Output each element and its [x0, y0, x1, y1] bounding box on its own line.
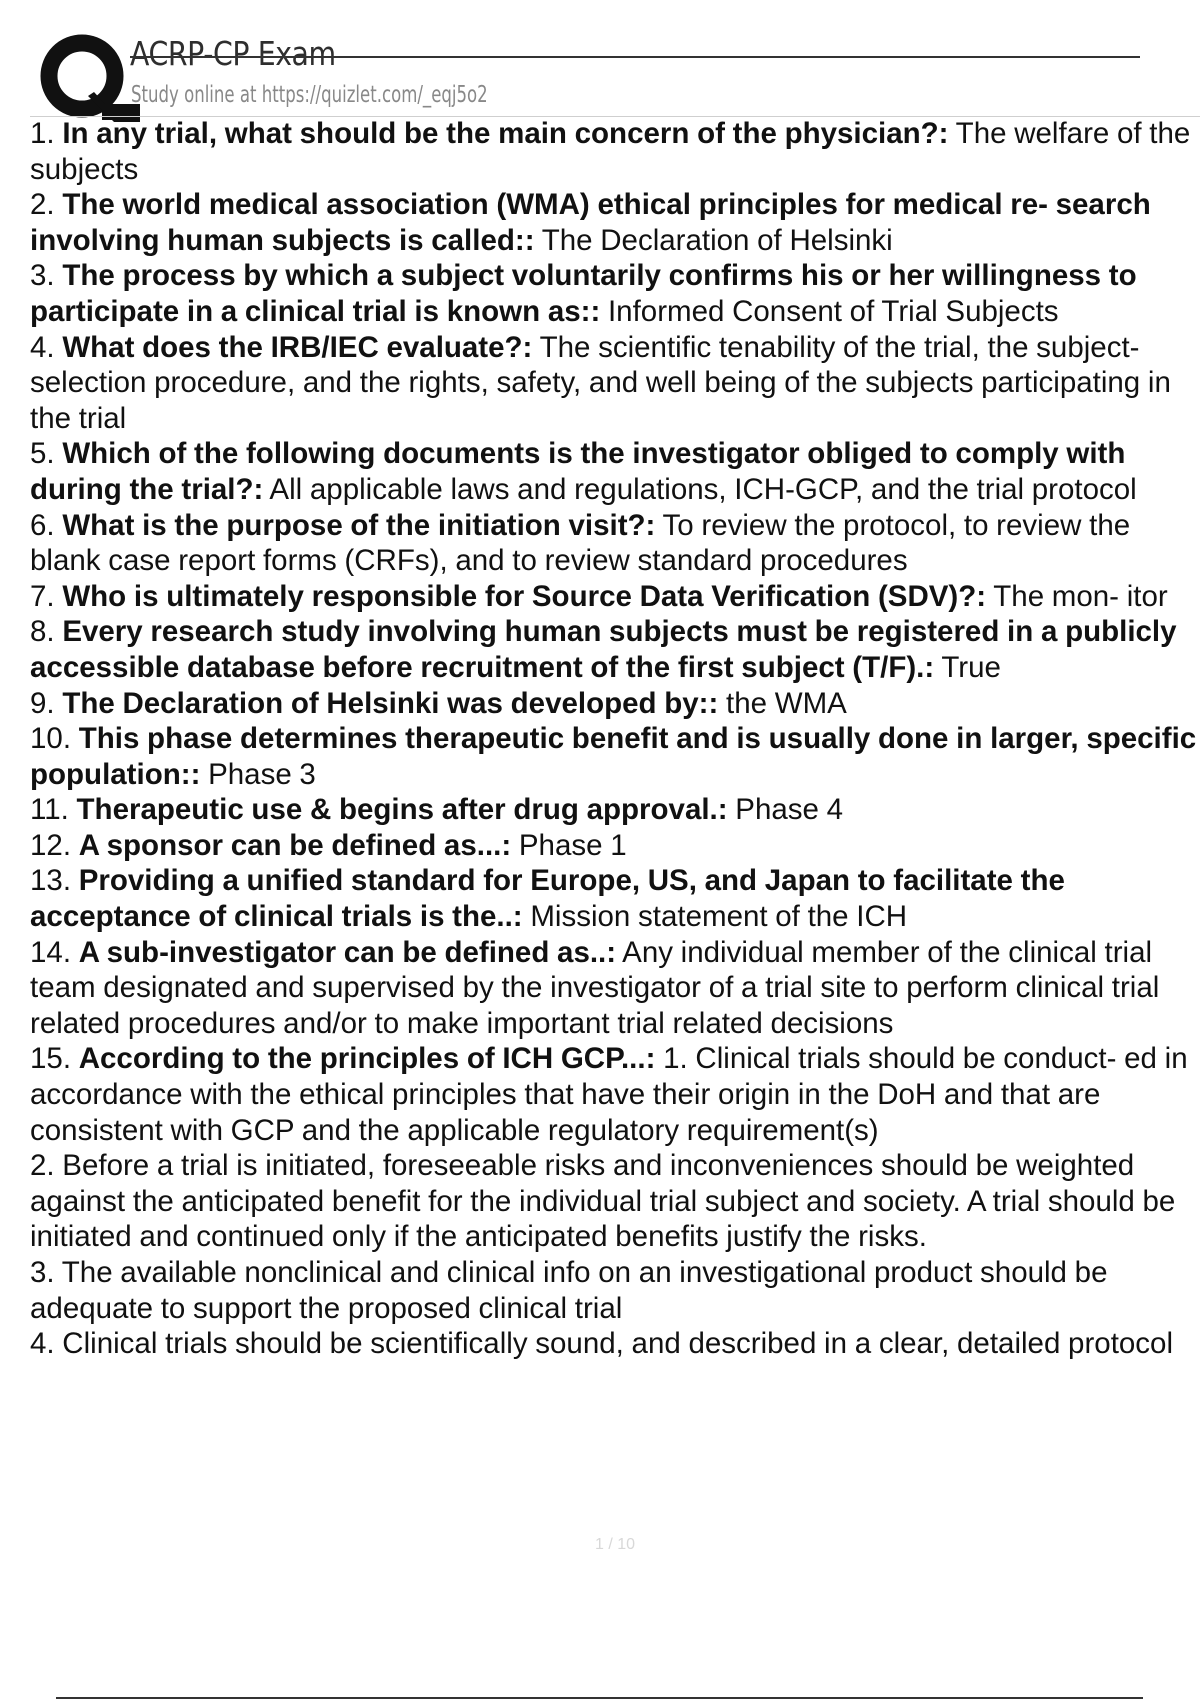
- flashcard-entry-1: [30, 116, 1200, 187]
- flashcard-entry-15: [30, 1041, 1200, 1148]
- flashcard-entry-12: [30, 828, 1200, 864]
- entry-question: What does the IRB/IEC evaluate?:: [62, 330, 533, 364]
- entry-question: A sub-investigator can be defined as..:: [78, 935, 617, 969]
- flashcard-entry-4: [30, 330, 1200, 437]
- entry-question: This phase determines therapeutic benefit and is usually done in larger, specific population::: [30, 722, 1197, 791]
- entry-answer: The mon- itor: [993, 579, 1168, 613]
- entry-answer: Phase 1: [518, 828, 627, 862]
- entry-number: 8.: [30, 615, 55, 649]
- entry-answer: All applicable laws and regulations, ICH-GCP, and the trial protocol: [269, 472, 1137, 506]
- page-number: 1 / 10: [594, 1536, 636, 1553]
- entry-question: The world medical association (WMA) ethical principles for medical re- search involving human subjects is called::: [30, 188, 1151, 257]
- entry-number: 5.: [30, 437, 55, 471]
- entry-answer: The Declaration of Helsinki: [541, 223, 893, 257]
- entry-question: According to the principles of ICH GCP...:: [78, 1042, 656, 1076]
- flashcard-entry-13: [30, 863, 1200, 934]
- flashcard-entry-2: [30, 187, 1200, 258]
- entry-number: 4.: [30, 330, 55, 364]
- entry-answer: Phase 4: [735, 793, 844, 827]
- entry-answer: The scientific tenability of the trial, the subject-selection procedure, and the rights, safety, and well being of the subjects participating in the trial: [30, 330, 1171, 435]
- flashcard-entry-7: [30, 579, 1200, 615]
- entry-answer: Mission statement of the ICH: [530, 900, 908, 934]
- flashcard-entry-11: [30, 792, 1200, 828]
- entry-question: In any trial, what should be the main concern of the physician?:: [62, 117, 949, 150]
- document-title: ACRP-CP Exam: [130, 34, 336, 73]
- entry-answer: Phase 3: [208, 757, 316, 791]
- entry-answer: To review the protocol, to review the blank case report forms (CRFs), and to review standard procedures: [30, 508, 1131, 578]
- flashcard-entry-8: [30, 614, 1200, 685]
- entry-question: Which of the following documents is the investigator obliged to comply with during the trial?:: [30, 437, 1126, 506]
- entry-number: 6.: [30, 508, 55, 542]
- entry-answer: Any individual member of the clinical trial team designated and supervised by the investigator of a trial site to perform clinical trial related procedures and/or to make important trial related decisions: [30, 935, 1160, 1040]
- entry-question: The process by which a subject voluntarily confirms his or her willingness to participate in a clinical trial is known as::: [30, 259, 1137, 328]
- footer-divider: [56, 1697, 1143, 1699]
- gcp-principle-3: 3. The available nonclinical and clinical info on an investigational product should be adequate to support the proposed clinical trial: [30, 1256, 1108, 1325]
- entry-number: 3.: [30, 259, 55, 293]
- quizlet-q-logo-icon: [32, 34, 140, 122]
- entry-answer: True: [941, 650, 1001, 684]
- flashcard-entry-5: [30, 436, 1200, 507]
- entry-answer: 1. Clinical trials should be conduct- ed in accordance with the ethical principles that have their origin in the DoH and that are consistent with GCP and the applicable regulatory requirement(s): [30, 1042, 1188, 1147]
- page-header: [30, 30, 1140, 120]
- entry-number: 9.: [30, 686, 55, 720]
- flashcard-entry-9: [30, 686, 1200, 722]
- flashcard-entry-14: [30, 935, 1200, 1042]
- flashcard-entry-10: [30, 721, 1200, 792]
- entry-question: Every research study involving human subjects must be registered in a publicly accessible database before recruitment of the first subject (T/F).:: [30, 615, 1177, 684]
- entry-question: The Declaration of Helsinki was developed by::: [62, 686, 719, 720]
- entry-number: 15.: [30, 1042, 72, 1076]
- entry-number: 10.: [30, 722, 72, 756]
- flashcard-list: [30, 116, 1200, 1362]
- entry-number: 13.: [30, 864, 72, 898]
- entry-question: Therapeutic use & begins after drug approval.:: [76, 793, 728, 827]
- entry-answer: the WMA: [726, 686, 847, 720]
- entry-answer: Informed Consent of Trial Subjects: [607, 294, 1059, 328]
- gcp-principle-2: 2. Before a trial is initiated, foreseeable risks and inconveniences should be weighted against the anticipated benefit for the individual trial subject and society. A trial should be initiated and continued only if the anticipated benefits justify the risks.: [30, 1149, 1176, 1254]
- entry-number: 11.: [30, 793, 69, 827]
- entry-number: 14.: [30, 935, 72, 969]
- gcp-principle-4: 4. Clinical trials should be scientifically sound, and described in a clear, detailed protocol: [30, 1327, 1174, 1361]
- entry-question: What is the purpose of the initiation visit?:: [62, 508, 656, 542]
- title-strike-rule: [130, 56, 1140, 58]
- entry-number: 12.: [30, 828, 72, 862]
- entry-number: 2.: [30, 188, 55, 222]
- entry-number: 7.: [30, 579, 55, 613]
- study-link[interactable]: Study online at https://quizlet.com/_eqj5o2: [131, 82, 488, 108]
- entry-answer: The welfare of the subjects: [30, 117, 1191, 186]
- entry-number: 1.: [30, 117, 55, 150]
- flashcard-entry-6: [30, 508, 1200, 579]
- entry-question: A sponsor can be defined as...:: [78, 828, 512, 862]
- entry-question: Providing a unified standard for Europe, US, and Japan to facilitate the acceptance of clinical trials is the..:: [30, 864, 1065, 934]
- entry-question: Who is ultimately responsible for Source Data Verification (SDV)?:: [62, 579, 987, 613]
- flashcard-entry-3: [30, 258, 1200, 329]
